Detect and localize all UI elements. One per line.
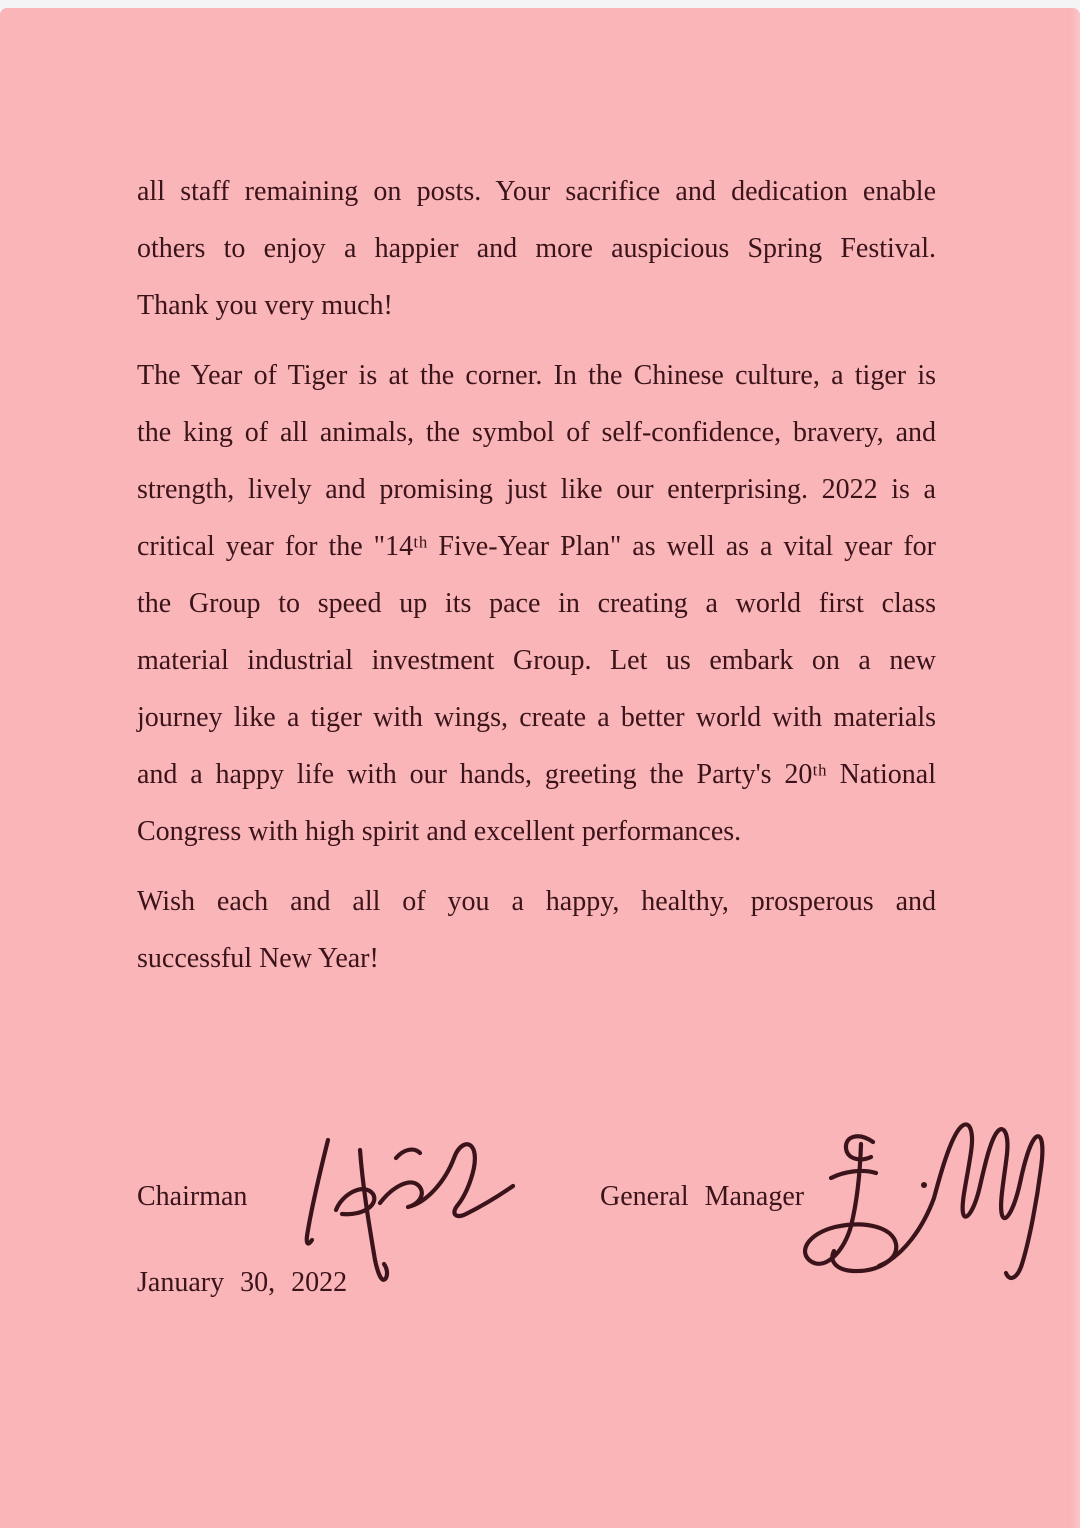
letter-line: Congress with high spirit and excellent performances. (137, 816, 742, 847)
letter-line: journey like a tiger with wings, create a better world with materials (137, 702, 936, 733)
letter-line: all staff remaining on posts. Your sacrifice and dedication enable (137, 176, 936, 207)
letter-line: Wish each and all of you a happy, healthy, prosperous and (137, 886, 936, 917)
letter-line: critical year for the "14ᵗʰ Five-Year Plan" as well as a vital year for (137, 531, 936, 562)
general-manager-title: General Manager (600, 1181, 805, 1212)
letter-line: The Year of Tiger is at the corner. In the Chinese culture, a tiger is (137, 360, 936, 391)
paragraph (137, 163, 936, 334)
letter-line: strength, lively and promising just like our enterprising. 2022 is a (137, 474, 936, 505)
letter-line: and a happy life with our hands, greeting the Party's 20ᵗʰ National (137, 759, 936, 790)
letter-line: Thank you very much! (137, 290, 393, 321)
letter-line: successful New Year! (137, 943, 379, 974)
chairman-title: Chairman (137, 1181, 248, 1212)
letter-line: material industrial investment Group. Let us embark on a new (137, 645, 936, 676)
letter-line: the Group to speed up its pace in creating a world first class (137, 588, 936, 619)
paragraph (137, 347, 936, 860)
letter-line: others to enjoy a happier and more auspicious Spring Festival. (137, 233, 936, 264)
general-manager-signature-icon (783, 1086, 1053, 1311)
letter-line: the king of all animals, the symbol of self-confidence, bravery, and (137, 417, 936, 448)
letter-body (137, 163, 936, 1000)
paragraph (137, 873, 936, 987)
pink-letter-page (0, 8, 1080, 1528)
letter-date: January 30, 2022 (137, 1267, 348, 1298)
